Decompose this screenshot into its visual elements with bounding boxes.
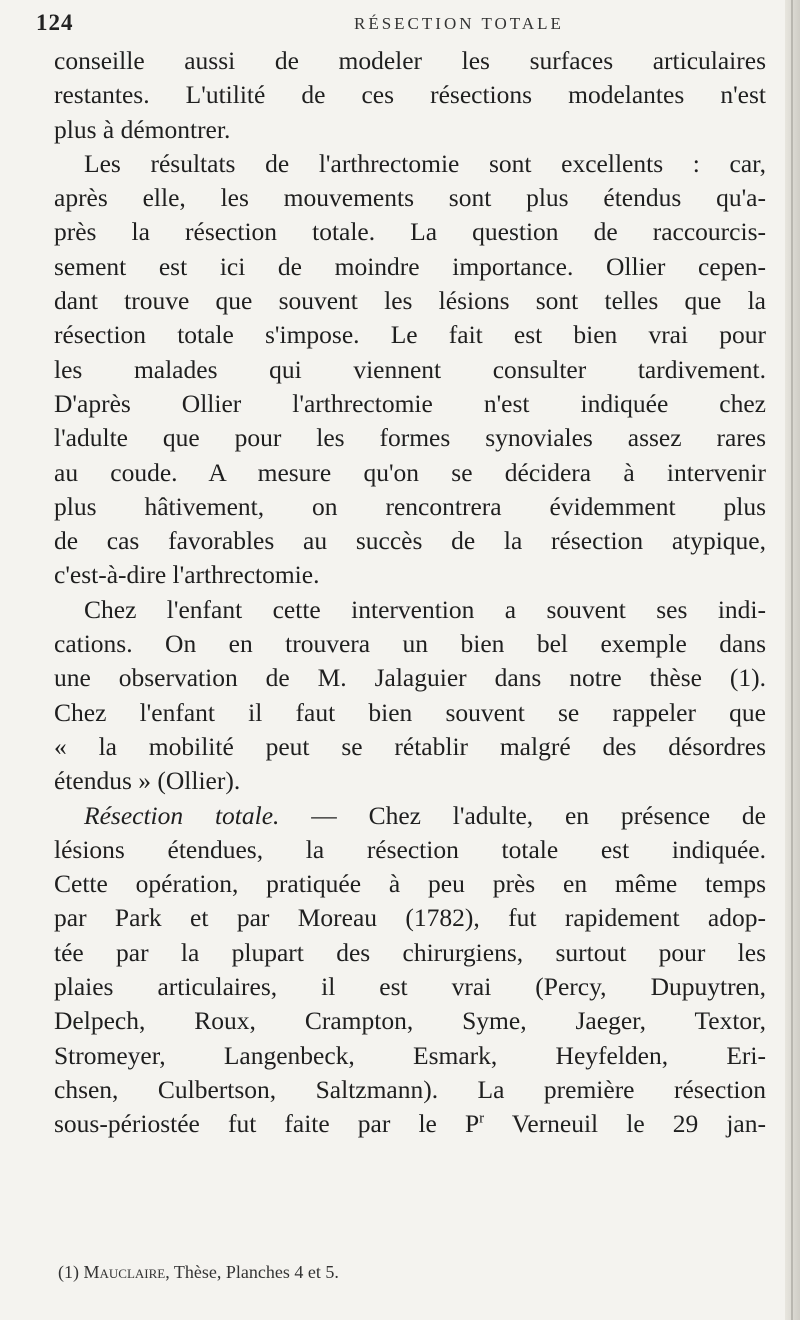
line-text: restantes. L'utilité de ces résections modelantes n'est [54, 80, 766, 110]
text-line [54, 44, 766, 78]
text-line [54, 1039, 766, 1073]
line-text: chsen, Culbertson, Saltzmann). La première résection [54, 1074, 766, 1104]
page-header [36, 2, 776, 42]
line-text: de cas favorables au succès de la résection atypique, [54, 526, 766, 556]
line-text: Stromeyer, Langenbeck, Esmark, Heyfelden, Eri- [54, 1040, 766, 1070]
text-line [54, 1004, 766, 1038]
text-line [54, 181, 766, 215]
text-line [54, 215, 766, 249]
line-text: l'adulte que pour les formes synoviales assez rares [54, 423, 766, 453]
text-line [54, 1073, 766, 1107]
text-line [54, 901, 766, 935]
footnote [58, 1262, 758, 1283]
line-text: Delpech, Roux, Crampton, Syme, Jaeger, Textor, [54, 1006, 766, 1036]
line-text: c'est-à-dire l'arthrectomie. [54, 560, 320, 590]
line-text: lésions étendues, la résection totale est indiquée. [54, 834, 766, 864]
text-line [54, 696, 766, 730]
line-text: les malades qui viennent consulter tardivement. [54, 354, 766, 384]
footnote-reference: , Thèse, Planches 4 et 5. [165, 1262, 339, 1282]
text-line [54, 833, 766, 867]
line-text: plus à démontrer. [54, 114, 231, 144]
text-line [54, 867, 766, 901]
text-line [54, 1107, 766, 1141]
text-line [54, 661, 766, 695]
text-line [54, 558, 766, 592]
text-line [54, 387, 766, 421]
line-text: sement est ici de moindre importance. Ollier cepen- [54, 251, 766, 281]
footnote-number: (1) [58, 1262, 79, 1282]
line-text: D'après Ollier l'arthrectomie n'est indiquée chez [54, 388, 766, 418]
line-text: sous-périostée fut faite par le P [54, 1109, 480, 1139]
text-line [54, 799, 766, 833]
text-line [54, 730, 766, 764]
text-line [54, 764, 766, 798]
body-text [54, 44, 766, 1142]
line-text: dant trouve que souvent les lésions sont telles que la [54, 286, 766, 316]
line-text: Les résultats de l'arthrectomie sont excellents : car, [84, 148, 766, 178]
section-heading: Résection totale. [84, 800, 280, 830]
text-line [54, 970, 766, 1004]
line-text: Chez l'enfant il faut bien souvent se rappeler que [54, 697, 766, 727]
line-text: conseille aussi de modeler les surfaces articulaires [54, 46, 766, 75]
page-number: 124 [36, 10, 74, 35]
text-line [54, 318, 766, 352]
line-text: tée par la plupart des chirurgiens, surtout pour les [54, 937, 766, 967]
line-text: résection totale s'impose. Le fait est bien vrai pour [54, 320, 766, 350]
line-text: par Park et par Moreau (1782), fut rapidement adop- [54, 903, 766, 933]
running-title: RÉSECTION TOTALE [354, 14, 564, 33]
line-text: étendus » (Ollier). [54, 766, 241, 796]
text-line [54, 78, 766, 112]
line-text: Cette opération, pratiquée à peu près en même temps [54, 869, 766, 899]
line-text: « la mobilité peut se rétablir malgré des désordres [54, 731, 766, 761]
binding-line [791, 0, 793, 1320]
superscript: r [479, 1110, 485, 1127]
line-text: au coude. A mesure qu'on se décidera à intervenir [54, 457, 766, 487]
line-text: Chez l'enfant cette intervention a souvent ses indi- [84, 594, 766, 624]
line-text: plus hâtivement, on rencontrera évidemment plus [54, 491, 766, 521]
text-line [54, 113, 766, 147]
text-line [54, 250, 766, 284]
text-line [54, 147, 766, 181]
line-text: cations. On en trouvera un bien bel exemple dans [54, 629, 766, 659]
text-line [54, 456, 766, 490]
text-line [54, 284, 766, 318]
text-line [54, 490, 766, 524]
text-line [54, 524, 766, 558]
line-text-after: Verneuil le 29 jan- [484, 1109, 766, 1139]
text-line [54, 593, 766, 627]
line-text: près la résection totale. La question de raccourcis- [54, 217, 766, 247]
footnote-author: Mauclaire [83, 1262, 166, 1282]
line-text: une observation de M. Jalaguier dans notre thèse (1). [54, 663, 766, 693]
line-text: après elle, les mouvements sont plus étendus qu'a- [54, 183, 766, 213]
text-line [54, 627, 766, 661]
text-line [54, 936, 766, 970]
line-text: — Chez l'adulte, en présence de [279, 800, 766, 830]
text-line [54, 353, 766, 387]
text-line [54, 421, 766, 455]
line-text: plaies articulaires, il est vrai (Percy, Dupuytren, [54, 972, 766, 1002]
